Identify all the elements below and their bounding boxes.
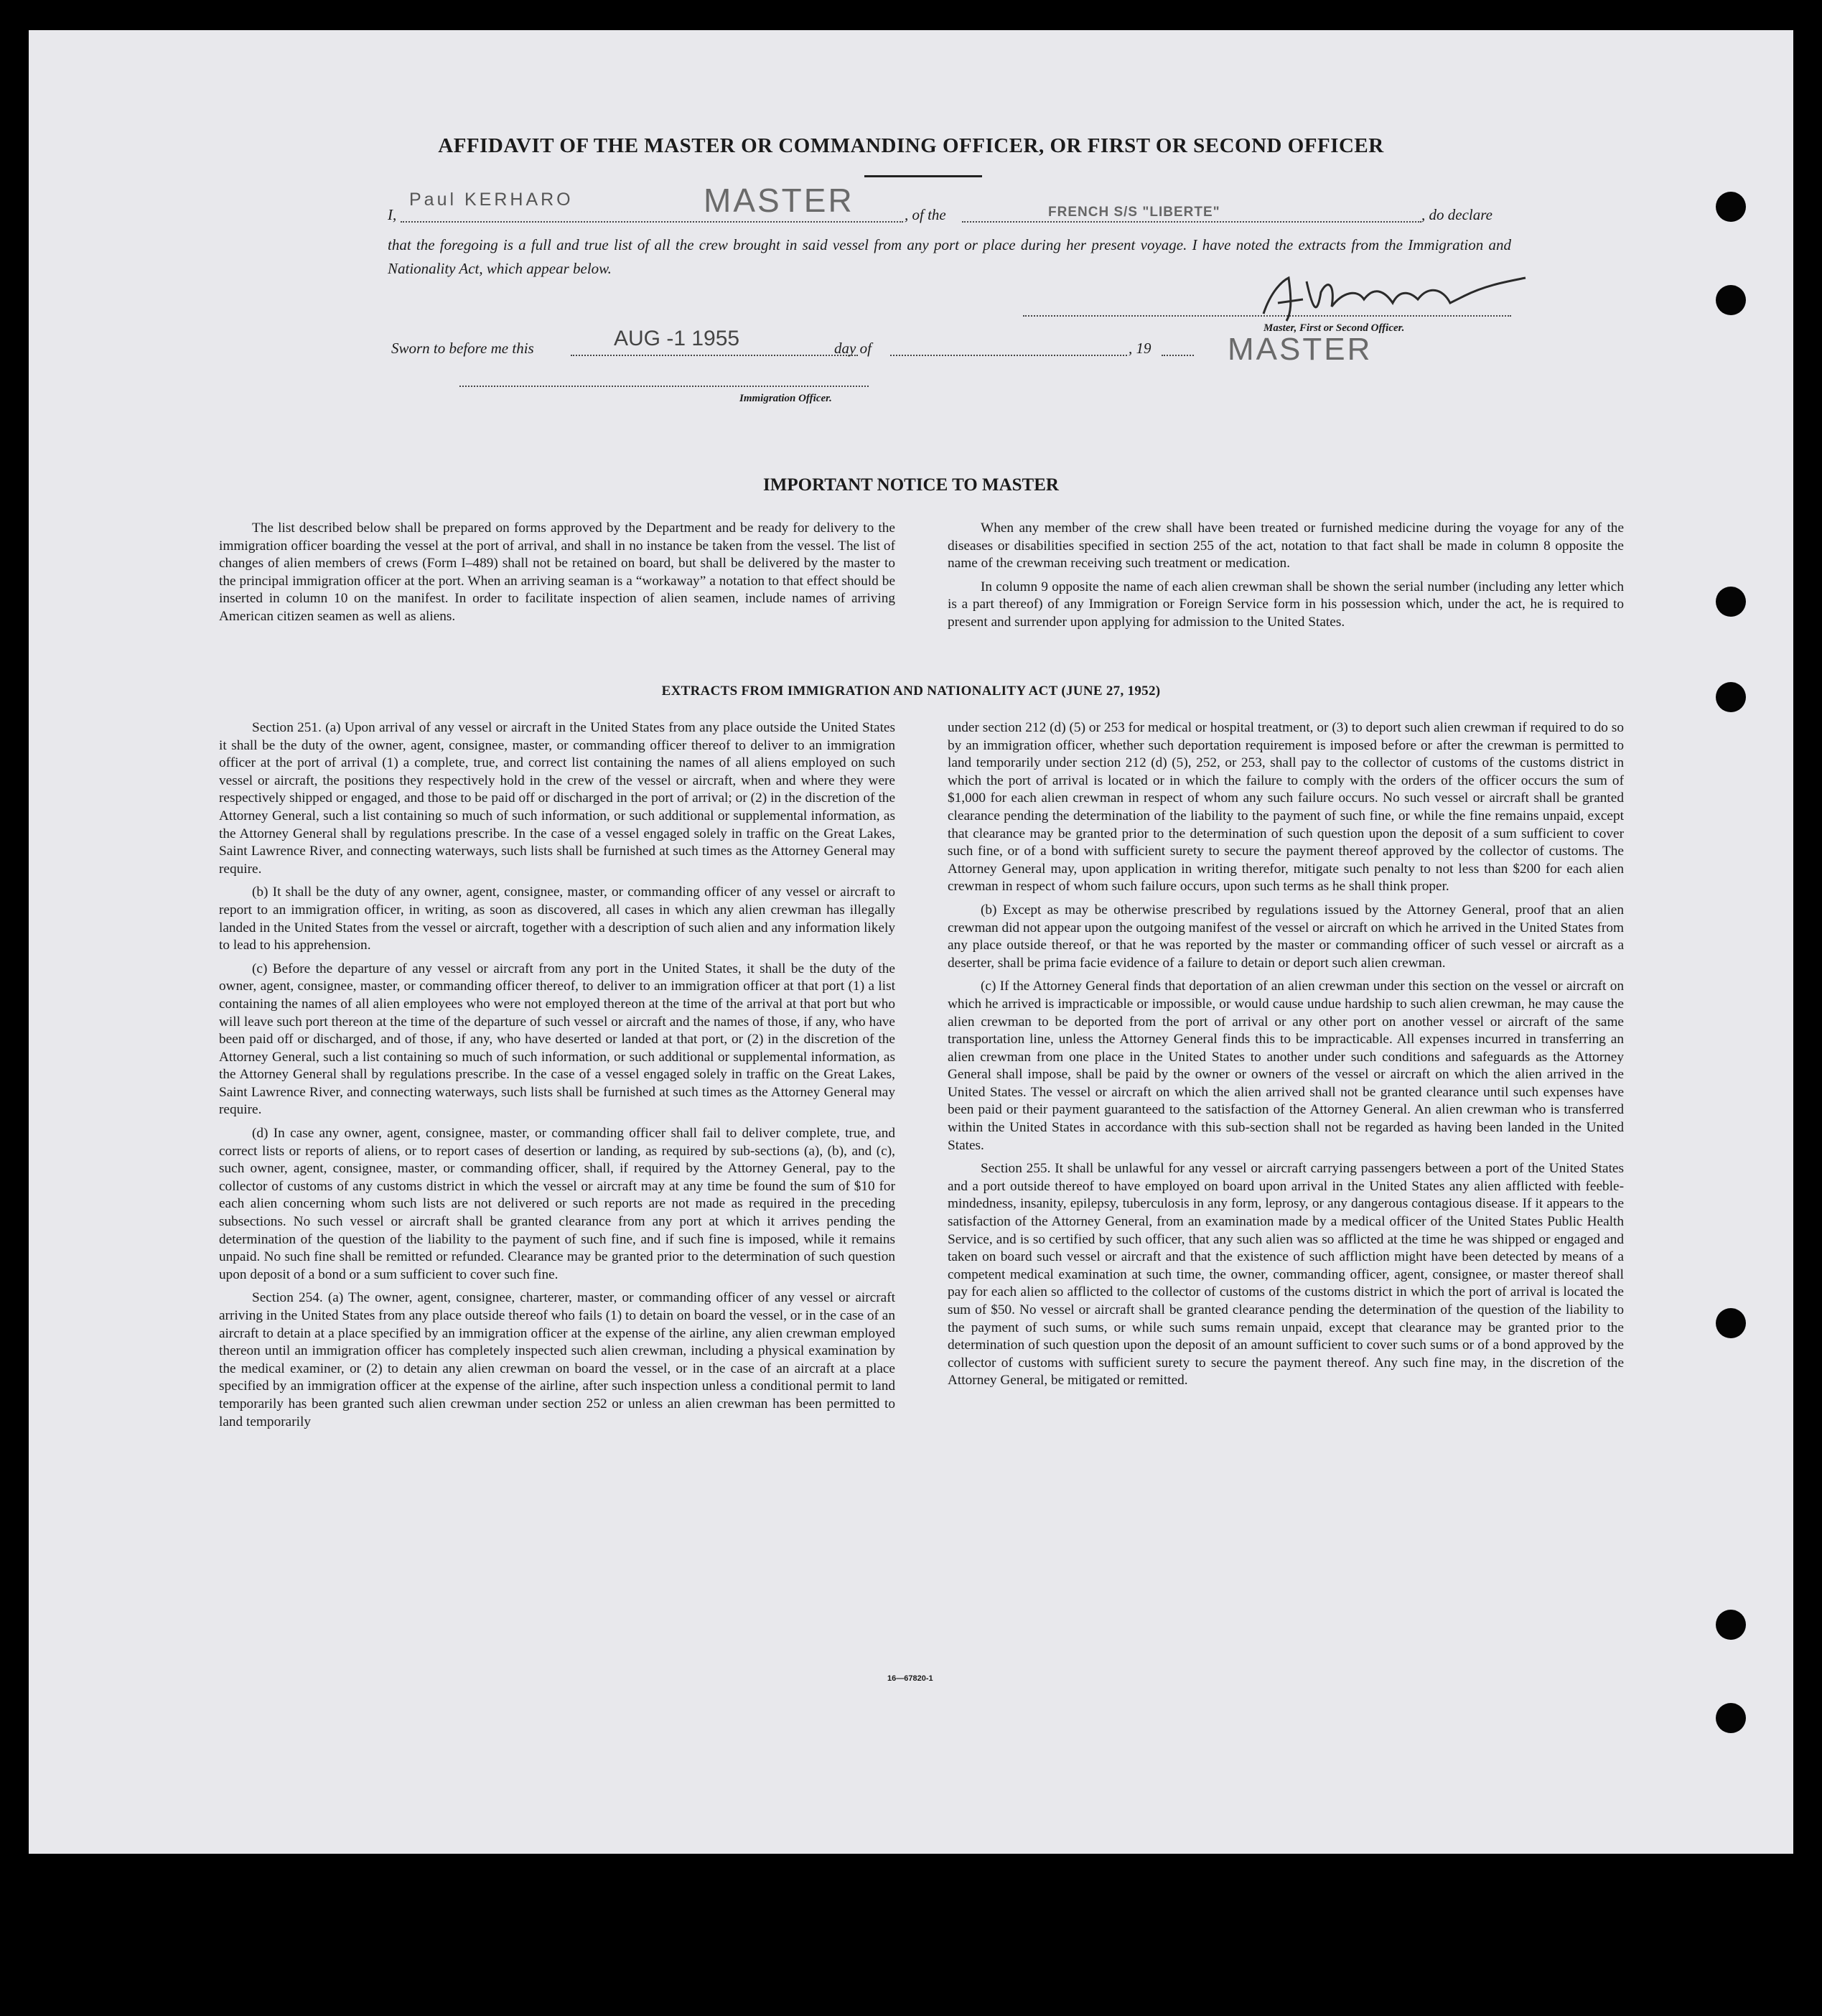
notice-left-column (219, 520, 895, 632)
extract-section-254a: Section 254. (a) The owner, agent, consignee, charterer, master, or commanding officer of any vessel or aircraft arriving in the United States from any place outside thereof who fails (1) to detain on board the vessel, or in the case of an aircraft to detain at a place specified by an immigration officer at the expense of the airline, any alien crewman employed thereon until an immigration officer has completely inspected such alien crewman, including a physical examination by the medical examiner, or (2) to detain any alien crewman on board the vessel, or in the case of an aircraft at a place specified by an immigration officer at the expense of the airline, after such inspection unless a conditional permit to land temporarily has been granted such alien crewman under section 252 or unless an alien crewman has been permitted to land temporarily (219, 1290, 895, 1429)
punch-hole (1716, 1308, 1746, 1338)
officer-line (459, 386, 869, 387)
punch-hole (1716, 1610, 1746, 1640)
sworn-date-line (571, 355, 858, 356)
extract-section-254a-cont: under section 212 (d) (5) or 253 for medical or hospital treatment, or (3) to deport such alien crewman if required to do so by an immigration officer, whether such deportation requirement is imposed before or after the crewman is permitted to land temporarily under section 212 (d) (5), 252, or 253, shall pay to the collector of customs of the customs district in which the port of arrival is located or in which the failure to comply with the orders of the officer occurs the sum of $1,000 for each alien crewman in respect of whom any such failure occurs. No such vessel or aircraft shall be granted clearance pending the determination of the liability to the payment of such fine, or while the fine remains unpaid, except that clearance may be granted prior to the determination of such question upon the deposit of a sum sufficient to cover such fine, or of a bond with sufficient surety to secure the payment thereof approved by the collector of customs. The Attorney General may, upon application in writing therefor, mitigate such penalty to not less than $200 for each alien crewman in respect of whom such failure occurs, upon such terms as he shall think proper. (948, 720, 1624, 895)
notice-right-paragraph-2: In column 9 opposite the name of each alien crewman shall be shown the serial number (including any letter which is a part thereof) of any Immigration or Foreign Service form in his possession which, under the act, he is required to present and surrender upon applying for admission to the United States. (948, 579, 1624, 630)
year-line (1162, 355, 1194, 356)
day-of-line (890, 355, 1127, 356)
signature-caption: Master, First or Second Officer. (1263, 322, 1405, 334)
punch-hole (1716, 1703, 1746, 1733)
vessel-name: FRENCH S/S "LIBERTE" (1048, 205, 1220, 220)
extracts-heading: EXTRACTS FROM IMMIGRATION AND NATIONALITY ACT (JUNE 27, 1952) (661, 683, 1161, 699)
master-signature (1249, 263, 1536, 328)
master-rank-stamp: MASTER (704, 182, 854, 219)
extract-section-255: Section 255. It shall be unlawful for any vessel or aircraft carrying passengers between a port of the United States and a port outside thereof to have employed on board upon arrival in the United States any alien afflicted with feeble-mindedness, insanity, epilepsy, tuberculosis in any form, leprosy, or any dangerous contagious disease. If it appears to the satisfaction of the Attorney General, from an examination made by a medical officer of the United States Public Health Service, and is so certified by such officer, that any such alien was so afflicted at the time he was shipped or engaged and taken on board such vessel or aircraft and that the existence of such affliction might have been detected by means of a competent medical examination at such time, the owner, commanding officer, agent, consignee, or master thereof shall pay for each alien so afflicted to the collector of customs of the customs district in which the port of arrival is located the sum of $50. No vessel or aircraft shall be granted clearance pending the determination of the question of the liability to the payment of such sums, or while such sums remain unpaid, except that clearance may be granted prior to the determination of such question upon the deposit of an amount sufficient to cover such sums or of a bond approved by the collector of customs with sufficient surety to secure the payment thereof. Any such fine may, in the discretion of the Attorney General, be mitigated or remitted. (948, 1161, 1624, 1389)
punch-hole (1716, 587, 1746, 617)
extract-section-251d: (d) In case any owner, agent, consignee, master, or commanding officer shall fail to deliver complete, true, and correct lists or reports of aliens, or to report cases of desertion or landing, as required by sub-sections (a), (b), and (c), such owner, agent, consignee, master, or commanding officer, shall, if required by the Attorney General, pay to the collector of customs of any customs district in which the vessel or aircraft may at any time be found the sum of $10 for each alien concerning whom such lists are not delivered or such reports are not made as required in the preceding subsections. No such vessel or aircraft shall be granted clearance from any port at which it arrives pending the determination of the question of the liability to the payment of such fine, and if such fine is imposed, while it remains unpaid. No such fine shall be remitted or refunded. Clearance may be granted prior to the determination of such question upon deposit of a bond or a sum sufficient to cover such fine. (219, 1126, 895, 1282)
decl-of-the: , of the (905, 206, 946, 223)
punch-hole (1716, 192, 1746, 222)
officer-caption: Immigration Officer. (739, 393, 832, 404)
notice-right-column (948, 520, 1624, 638)
form-code: 16—67820-1 (887, 1674, 933, 1683)
document-page (29, 30, 1793, 1854)
master-name-line (401, 221, 903, 223)
master-name: Paul KERHARO (409, 190, 574, 210)
sworn-label: Sworn to before me this (391, 340, 534, 357)
day-of-label: day of (834, 340, 872, 357)
affidavit-title: AFFIDAVIT OF THE MASTER OR COMMANDING OFFICER, OR FIRST OR SECOND OFFICER (438, 134, 1384, 157)
signature-stamp: MASTER (1228, 332, 1373, 367)
extract-section-254c: (c) If the Attorney General finds that deportation of an alien crewman under this section on the vessel or aircraft on which he arrived is impracticable or impossible, or would cause undue hardship to such alien crewman, he may cause the alien crewman to be deported from the port of arrival or any other port on another vessel or aircraft of the same transportation line, unless the Attorney General finds this to be impracticable. All expenses incurred in transferring an alien crewman from one place in the United States to another under such conditions and safeguards as the Attorney General shall impose, shall be paid by the owner or owners of the vessel or aircraft on which the alien arrived in the United States. The vessel or aircraft on which the alien arrived shall not be granted clearance until such expenses have been paid or their payment guaranteed to the satisfaction of the Attorney General. An alien crewman who is transferred within the United States in accordance with this sub-section shall not be regarded as having been landed in the United States. (948, 979, 1624, 1153)
extract-section-251a: Section 251. (a) Upon arrival of any vessel or aircraft in the United States from any place outside the United States it shall be the duty of the owner, agent, consignee, master, or commanding officer thereof to deliver to an immigration officer at the port of arrival (1) a complete, true, and correct list containing the names of all aliens employed on such vessel or aircraft, the positions they respectively hold in the crew of the vessel or aircraft, when and where they were respectively shipped or engaged, and those to be paid off or discharged in the port of arrival; or (2) in the discretion of the Attorney General, such a list containing so much of such information, or such additional or supplemental information, as the Attorney General shall by regulations prescribe. In the case of a vessel engaged solely in traffic on the Great Lakes, Saint Lawrence River, and connecting waterways, such lists shall be furnished at such times as the Attorney General may require. (219, 720, 895, 877)
sworn-date: AUG -1 1955 (614, 327, 740, 350)
decl-i: I, (388, 206, 397, 223)
title-rule (864, 175, 982, 177)
notice-right-paragraph-1: When any member of the crew shall have been treated or furnished medicine during the voyage for any of the diseases or disabilities specified in section 255 of the act, notation to that fact shall be made in column 8 opposite the name of the crewman receiving such treatment or medication. (948, 521, 1624, 571)
extracts-left-column (219, 719, 895, 1437)
year-prefix: , 19 (1129, 340, 1151, 357)
notice-left-paragraph: The list described below shall be prepared on forms approved by the Department and be ready for delivery to the immigration officer boarding the vessel at the port of arrival, and shall in no instance be taken from the vessel. The list of changes of alien members of crews (Form I–489) shall not be retained on board, but shall be delivered by the master to the principal immigration officer at the port. When an arriving seaman is a “workaway” a notation to that effect should be inserted in column 10 on the manifest. In order to facilitate inspection of alien seamen, include names of arriving American citizen seamen as well as aliens. (219, 521, 895, 624)
extract-section-251b: (b) It shall be the duty of any owner, agent, consignee, master, or commanding officer of any vessel or aircraft to report to an immigration officer, in writing, as soon as discovered, all cases in which any alien crewman has illegally landed in the United States from the vessel or aircraft, together with a description of such alien and any information likely to lead to his apprehension. (219, 885, 895, 953)
decl-statement: that the foregoing is a full and true list of all the crew brought in said vessel from any port or place during her present voyage. I have noted the extracts from the Immigration and Nationality Act, which appear below. (388, 236, 1511, 277)
extract-section-254b: (b) Except as may be otherwise prescribed by regulations issued by the Attorney General, proof that an alien crewman did not appear upon the outgoing manifest of the vessel or aircraft on which he arrived in the United States from any place outside thereof, or that he was reported by the master or commanding officer of such vessel or aircraft as a deserter, shall be prima facie evidence of a failure to detain or deport such alien crewman. (948, 902, 1624, 971)
notice-heading: IMPORTANT NOTICE TO MASTER (763, 475, 1059, 495)
extracts-right-column (948, 719, 1624, 1396)
decl-do-declare: , do declare (1421, 206, 1492, 223)
punch-hole (1716, 285, 1746, 315)
vessel-line (962, 221, 1421, 223)
extract-section-251c: (c) Before the departure of any vessel or aircraft from any port in the United States, it shall be the duty of the owner, agent, consignee, master, or commanding officer thereof, to deliver to an immigration officer at that port (1) a list containing the names of all alien employees who were not employed thereon at the time of the arrival at that port but who will leave such port thereon at the time of the departure of such vessel or aircraft and the names of those, if any, who have been paid off or discharged, and of those, if any, who have deserted or landed at that port, or (2) in the discretion of the Attorney General, such a list containing so much of such information, or such additional or supplemental information, as the Attorney General shall by regulations prescribe. In the case of a vessel engaged solely in traffic on the Great Lakes, Saint Lawrence River, and connecting waterways, such lists shall be furnished at such times as the Attorney General may require. (219, 961, 895, 1118)
